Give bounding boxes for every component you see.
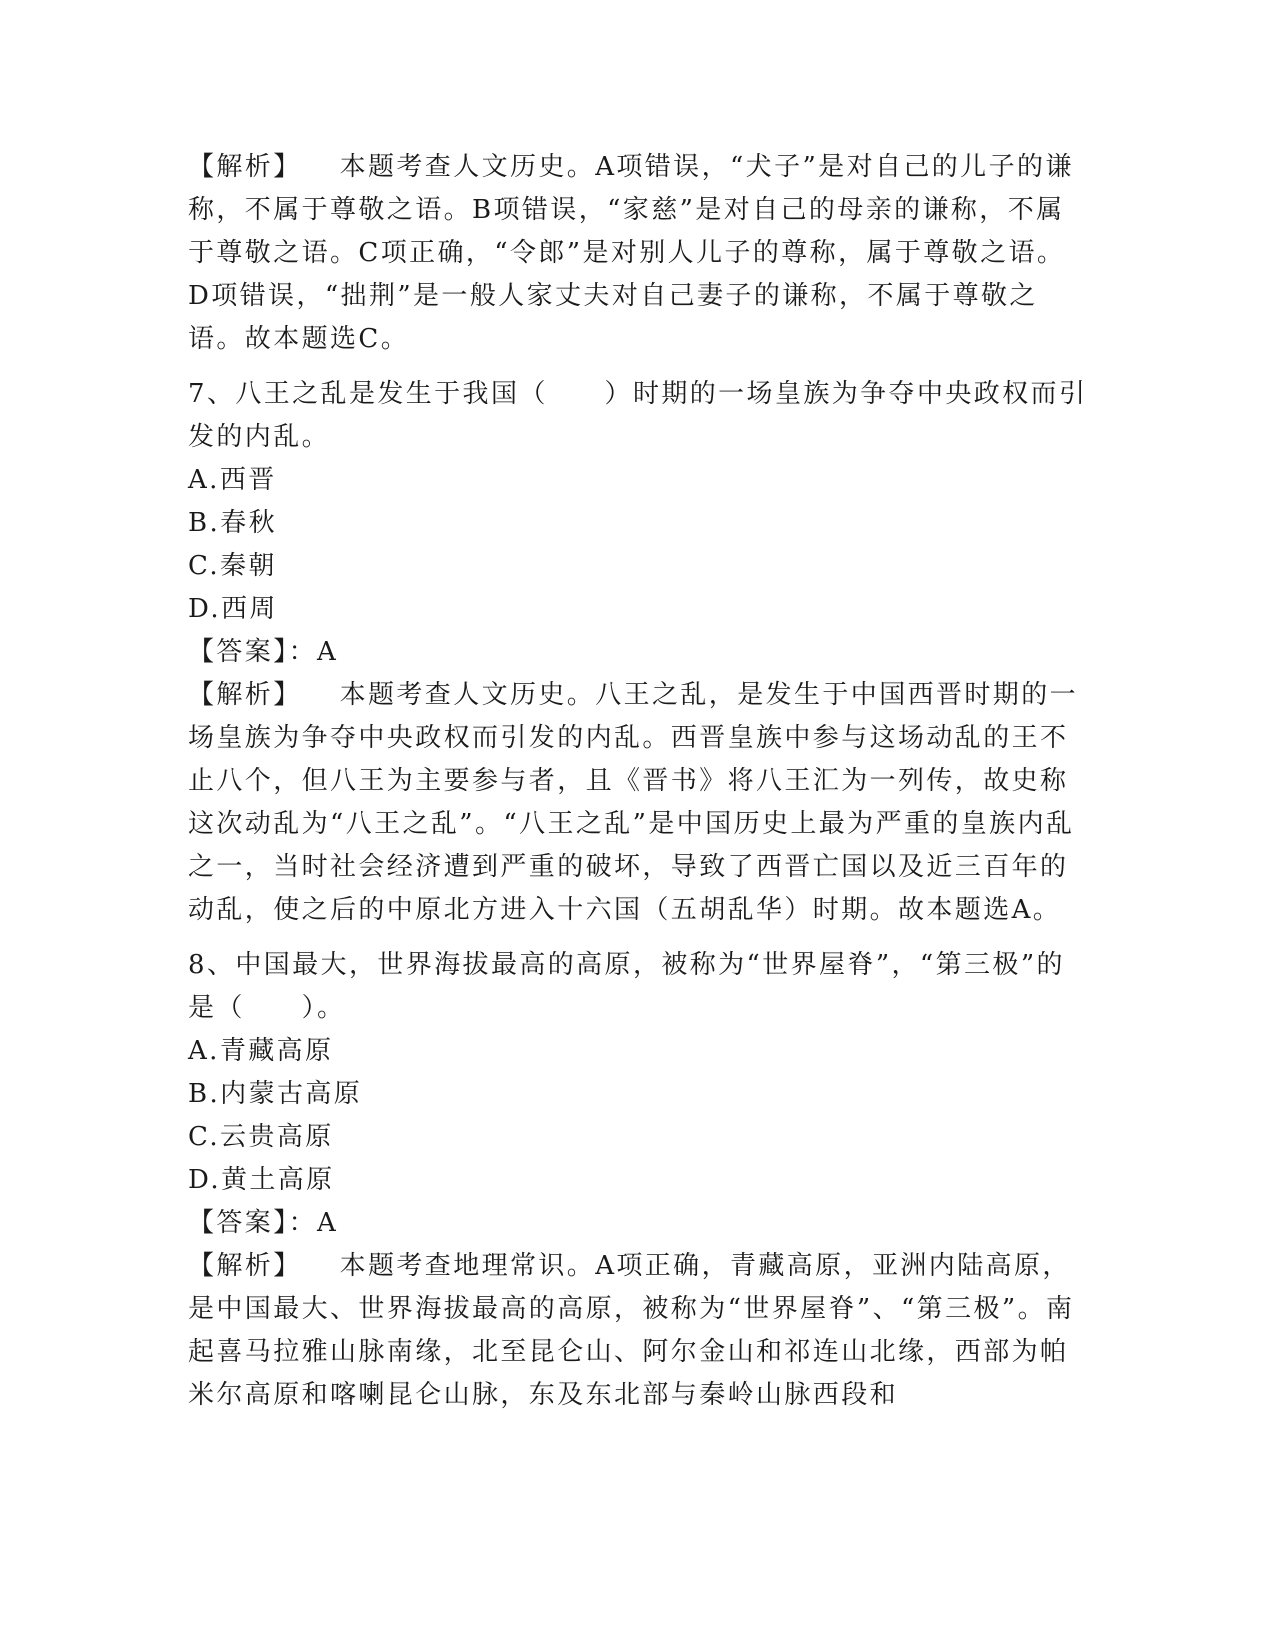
- answer-value: ：A: [288, 1208, 339, 1238]
- q8-option-b: B.内蒙古高原: [188, 1079, 363, 1109]
- q8-option-a: A.青藏高原: [188, 1036, 334, 1066]
- question-7: 7、八王之乱是发生于我国（ ）时期的一场皇族为争夺中央政权而引发的内乱。: [188, 379, 1088, 452]
- analysis-tag: 【解析】: [188, 1251, 302, 1281]
- answer-tag: 【答案】: [188, 1208, 289, 1238]
- answer-value: ：A: [288, 637, 339, 667]
- q7-option-a: A.西晋: [188, 465, 277, 495]
- analysis-tag: 【解析】: [188, 152, 302, 182]
- q7-answer: [188, 631, 1088, 674]
- document-page: [188, 146, 1088, 1417]
- analysis-q7: [188, 674, 1088, 932]
- answer-tag: 【答案】: [188, 637, 289, 667]
- analysis-text: 本题考查人文历史。八王之乱，是发生于中国西晋时期的一场皇族为争夺中央政权而引发的内乱。西晋皇族中参与这场动乱的王不止八个，但八王为主要参与者，且《晋书》将八王汇为一列传，故史称这次动乱为“八王之乱”。“八王之乱”是中国历史上最为严重的皇族内乱之一，当时社会经济遭到严重的破坏，导致了西晋亡国以及近三百年的动乱，使之后的中原北方进入十六国（五胡乱华）时期。故本题选A。: [188, 680, 1079, 925]
- analysis-text: 本题考查人文历史。A项错误，“犬子”是对自己的儿子的谦称，不属于尊敬之语。B项错误，“家慈”是对自己的母亲的谦称，不属于尊敬之语。C项正确，“令郎”是对别人儿子的尊称，属于尊敬之语。D项错误，“拙荆”是一般人家丈夫对自己妻子的谦称，不属于尊敬之语。故本题选C。: [188, 152, 1074, 354]
- analysis-tag: 【解析】: [188, 680, 302, 710]
- q8-option-d: D.黄土高原: [188, 1165, 335, 1195]
- q7-option-c: C.秦朝: [188, 551, 277, 581]
- analysis-q6: [188, 146, 1088, 361]
- question-8: 8、中国最大，世界海拔最高的高原，被称为“世界屋脊”，“第三极”的是（ ）。: [188, 950, 1065, 1023]
- q7-option-d: D.西周: [188, 594, 278, 624]
- q7-option-b: B.春秋: [188, 508, 277, 538]
- q8-option-c: C.云贵高原: [188, 1122, 334, 1152]
- analysis-text: 本题考查地理常识。A项正确，青藏高原，亚洲内陆高原，是中国最大、世界海拔最高的高原，被称为“世界屋脊”、“第三极”。南起喜马拉雅山脉南缘，北至昆仑山、阿尔金山和祁连山北缘，西部为帕米尔高原和喀喇昆仑山脉，东及东北部与秦岭山脉西段和: [188, 1251, 1075, 1410]
- q8-answer: [188, 1202, 1088, 1245]
- analysis-q8: [188, 1245, 1088, 1417]
